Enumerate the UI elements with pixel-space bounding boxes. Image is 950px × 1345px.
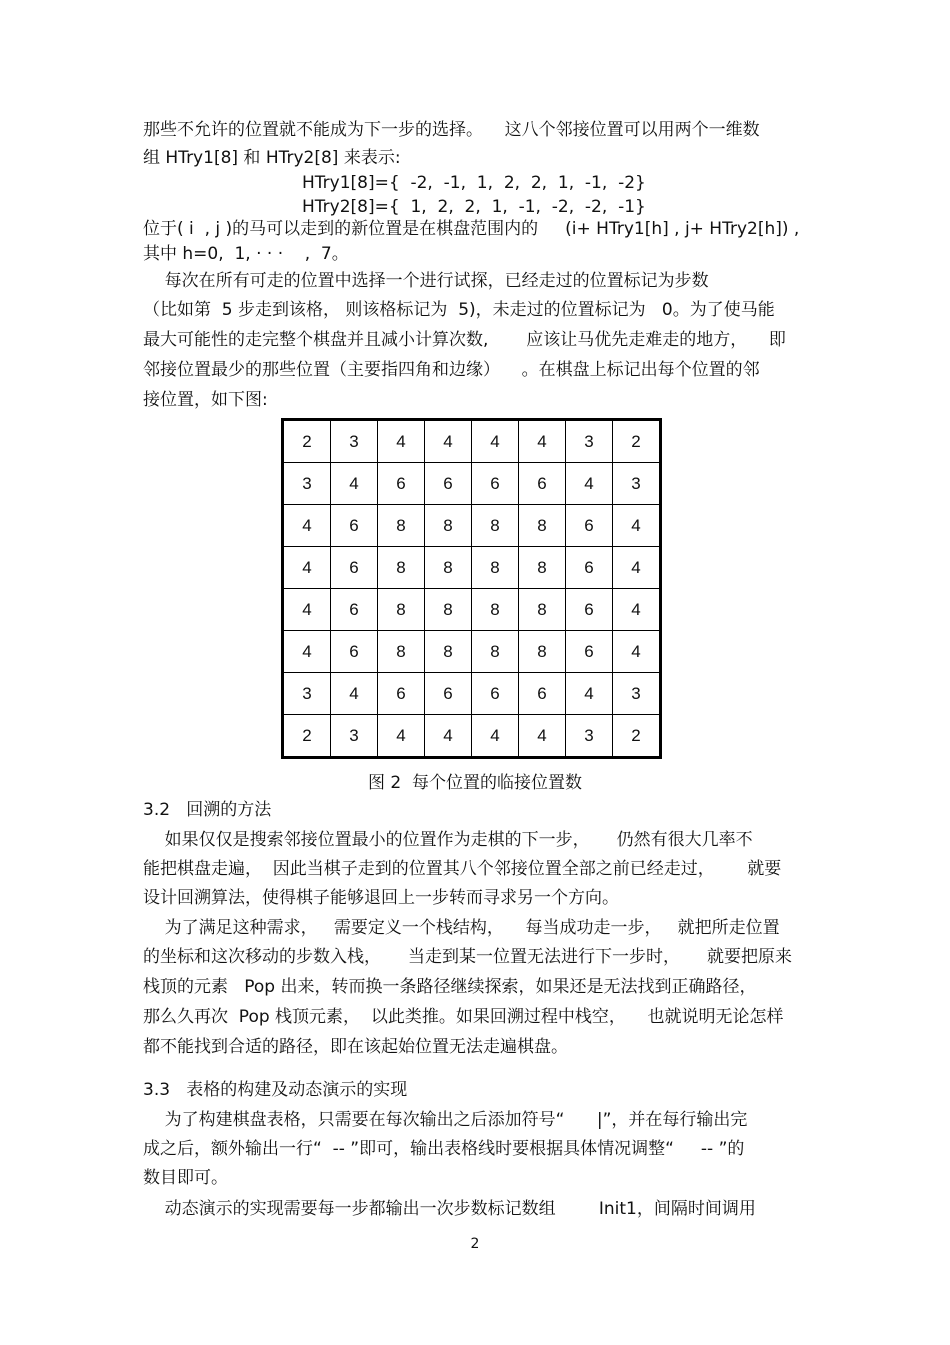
- board-cell: 8: [425, 589, 472, 631]
- board-cell: 4: [283, 589, 331, 631]
- board-row: [283, 673, 661, 715]
- board-cell: 8: [378, 547, 425, 589]
- board-cell: 8: [378, 505, 425, 547]
- board-cell: 2: [613, 715, 661, 758]
- board-cell: 2: [283, 715, 331, 758]
- board-cell: 3: [613, 673, 661, 715]
- text-line: 组 HTry1[8] 和 HTry2[8] 来表示:: [143, 148, 401, 168]
- text-line: 其中 h=0, 1, · · · , 7。: [143, 244, 349, 264]
- board-cell: 8: [472, 547, 519, 589]
- adjacency-board: [281, 418, 662, 759]
- text-line: 为了构建棋盘表格，只需要在每次输出之后添加符号“ |”，并在每行输出完: [143, 1110, 748, 1130]
- board-cell: 6: [331, 589, 378, 631]
- text-line: 为了满足这种需求， 需要定义一个栈结构， 每当成功走一步， 就把所走位置: [143, 918, 780, 938]
- board-row: [283, 420, 661, 463]
- board-cell: 4: [283, 505, 331, 547]
- board-cell: 6: [472, 673, 519, 715]
- text-line: 每次在所有可走的位置中选择一个进行试探，已经走过的位置标记为步数: [143, 271, 709, 291]
- board-cell: 4: [472, 420, 519, 463]
- text-line: 最大可能性的走完整个棋盘并且减小计算次数, 应该让马优先走难走的地方， 即: [143, 330, 786, 350]
- board-cell: 3: [331, 420, 378, 463]
- board-cell: 4: [613, 631, 661, 673]
- code-line-htry2: HTry2[8]={ 1, 2, 2, 1, -1, -2, -2, -1}: [302, 197, 646, 217]
- board-cell: 2: [283, 420, 331, 463]
- board-cell: 3: [566, 715, 613, 758]
- board-cell: 4: [378, 420, 425, 463]
- board-cell: 6: [566, 505, 613, 547]
- board-cell: 8: [425, 547, 472, 589]
- board-cell: 2: [613, 420, 661, 463]
- board-cell: 8: [378, 631, 425, 673]
- board-cell: 6: [566, 589, 613, 631]
- board-cell: 8: [472, 589, 519, 631]
- board-cell: 8: [519, 505, 566, 547]
- board-cell: 4: [519, 715, 566, 758]
- board-cell: 6: [331, 547, 378, 589]
- board-cell: 6: [331, 631, 378, 673]
- text-line: 都不能找到合适的路径，即在该起始位置无法走遍棋盘。: [143, 1037, 568, 1057]
- code-line-htry1: HTry1[8]={ -2, -1, 1, 2, 2, 1, -1, -2}: [302, 173, 646, 193]
- text-line: 成之后，额外输出一行“ -- ”即可，输出表格线时要根据具体情况调整“ -- ”的: [143, 1139, 745, 1159]
- board-cell: 8: [378, 589, 425, 631]
- board-cell: 4: [331, 673, 378, 715]
- text-line: 能把棋盘走遍， 因此当棋子走到的位置其八个邻接位置全部之前已经走过， 就要: [143, 859, 782, 879]
- board-cell: 4: [566, 673, 613, 715]
- board-row: [283, 547, 661, 589]
- text-line: 如果仅仅是搜索邻接位置最小的位置作为走棋的下一步， 仍然有很大几率不: [143, 830, 753, 850]
- board-cell: 6: [566, 547, 613, 589]
- board-cell: 4: [425, 420, 472, 463]
- page-number: 2: [470, 1236, 480, 1252]
- board-cell: 8: [472, 631, 519, 673]
- board-cell: 6: [519, 463, 566, 505]
- text-line: 那些不允许的位置就不能成为下一步的选择。 这八个邻接位置可以用两个一维数: [143, 120, 760, 140]
- board-cell: 6: [519, 673, 566, 715]
- board-cell: 8: [472, 505, 519, 547]
- text-line: 接位置，如下图:: [143, 390, 268, 410]
- board-row: [283, 715, 661, 758]
- board-cell: 4: [613, 505, 661, 547]
- figure-caption: 图 2 每个位置的临接位置数: [367, 773, 583, 793]
- board-cell: 3: [613, 463, 661, 505]
- board-row: [283, 631, 661, 673]
- board-cell: 3: [331, 715, 378, 758]
- board-cell: 4: [613, 547, 661, 589]
- board-cell: 6: [378, 673, 425, 715]
- text-line: （比如第 5 步走到该格， 则该格标记为 5)，未走过的位置标记为 0。为了使马能: [143, 300, 775, 320]
- board-cell: 6: [331, 505, 378, 547]
- board-cell: 4: [613, 589, 661, 631]
- board-cell: 8: [425, 631, 472, 673]
- board-row: [283, 505, 661, 547]
- board-cell: 8: [519, 547, 566, 589]
- board-cell: 6: [566, 631, 613, 673]
- board-cell: 3: [283, 463, 331, 505]
- board-cell: 6: [472, 463, 519, 505]
- board-cell: 8: [519, 589, 566, 631]
- board-cell: 6: [378, 463, 425, 505]
- text-line: 那么久再次 Pop 栈顶元素， 以此类推。如果回溯过程中栈空， 也就说明无论怎样: [143, 1007, 784, 1027]
- board-cell: 6: [425, 463, 472, 505]
- text-line: 的坐标和这次移动的步数入栈， 当走到某一位置无法进行下一步时， 就要把原来: [143, 947, 793, 967]
- board-cell: 8: [425, 505, 472, 547]
- board-cell: 3: [566, 420, 613, 463]
- board-row: [283, 463, 661, 505]
- board-cell: 4: [331, 463, 378, 505]
- board-cell: 4: [425, 715, 472, 758]
- board-cell: 3: [283, 673, 331, 715]
- board-cell: 4: [283, 547, 331, 589]
- board-cell: 4: [519, 420, 566, 463]
- board-cell: 4: [566, 463, 613, 505]
- text-line: 邻接位置最少的那些位置（主要指四角和边缘） 。在棋盘上标记出每个位置的邻: [143, 360, 760, 380]
- board-cell: 4: [283, 631, 331, 673]
- board-row: [283, 589, 661, 631]
- board-cell: 4: [472, 715, 519, 758]
- board-cell: 6: [425, 673, 472, 715]
- text-line: 数目即可。: [143, 1168, 228, 1188]
- section-heading-3-2: 3.2 回溯的方法: [143, 800, 272, 820]
- section-heading-3-3: 3.3 表格的构建及动态演示的实现: [143, 1080, 408, 1100]
- board-cell: 8: [519, 631, 566, 673]
- text-line: 位于( i , j )的马可以走到的新位置是在棋盘范围内的 (i+ HTry1[h] , j+ HTry2[h]) ,: [143, 219, 800, 239]
- text-line: 设计回溯算法，使得棋子能够退回上一步转而寻求另一个方向。: [143, 888, 619, 908]
- board-cell: 4: [378, 715, 425, 758]
- text-line: 动态演示的实现需要每一步都输出一次步数标记数组 Init1，间隔时间调用: [143, 1199, 756, 1219]
- text-line: 栈顶的元素 Pop 出来，转而换一条路径继续探索，如果还是无法找到正确路径，: [143, 977, 757, 997]
